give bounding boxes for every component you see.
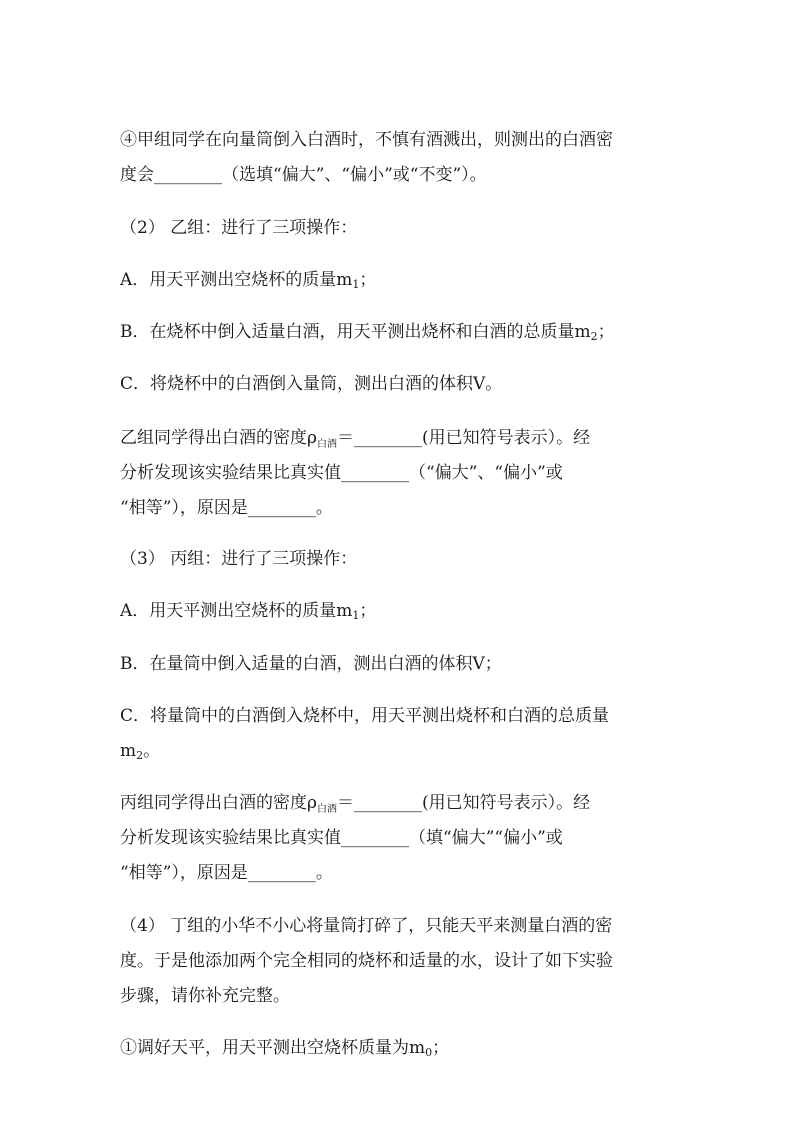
part4-line3: 步骤，请你补充完整。 [120, 986, 290, 1006]
part2-step-b: B．在烧杯中倒入适量白酒，用天平测出烧杯和白酒的总质量$m_2$； [120, 322, 615, 343]
part4-line2: 度。于是他添加两个完全相同的烧杯和适量的水，设计了如下实验 [120, 951, 613, 971]
part3-step-b: B．在量筒中倒入适量的白酒，测出白酒的体积V； [120, 654, 502, 674]
part3-conclusion-line1: 丙组同学得出白酒的密度$\rho_{白酒}=\_\_\_\_\_\_\_\_$(用已知符号表示）。经 [120, 793, 591, 815]
part3-step-a: A．用天平测出空烧杯的质量$m_1$； [120, 601, 377, 622]
part4-line1: （4） 丁组的小华不小心将量筒打碎了，只能天平来测量白酒的密 [120, 916, 613, 936]
part2-header: （2） 乙组：进行了三项操作： [120, 218, 358, 238]
part3-step-c-line2: $m_2$。 [120, 741, 161, 762]
part3-conclusion-line3: “相等”），原因是________。 [120, 863, 333, 883]
part2-conclusion-line1: 乙组同学得出白酒的密度$\rho_{白酒}=\_\_\_\_\_\_\_\_$(用已知符号表示）。经 [120, 428, 591, 450]
part2-conclusion-line3: “相等”），原因是________。 [120, 498, 333, 518]
part2-step-a: A．用天平测出空烧杯的质量$m_1$； [120, 270, 377, 291]
part2-step-c: C．将烧杯中的白酒倒入量筒，测出白酒的体积V。 [120, 374, 503, 394]
part4-step1: ①调好天平，用天平测出空烧杯质量为$m_0$； [120, 1038, 450, 1059]
q4-line1: ④甲组同学在向量筒倒入白酒时，不慎有酒溅出，则测出的白酒密 [120, 130, 613, 150]
q4-line2: 度会________（选填“偏大”、“偏小”或“不变”）。 [120, 165, 487, 185]
part2-conclusion-line2: 分析发现该实验结果比真实值________（“偏大”、“偏小”或 [120, 463, 563, 483]
part3-conclusion-line2: 分析发现该实验结果比真实值________（填“偏大”“偏小”或 [120, 828, 563, 848]
part3-header: （3） 丙组：进行了三项操作： [120, 549, 358, 569]
part3-step-c-line1: C．将量筒中的白酒倒入烧杯中，用天平测出烧杯和白酒的总质量 [120, 706, 610, 726]
